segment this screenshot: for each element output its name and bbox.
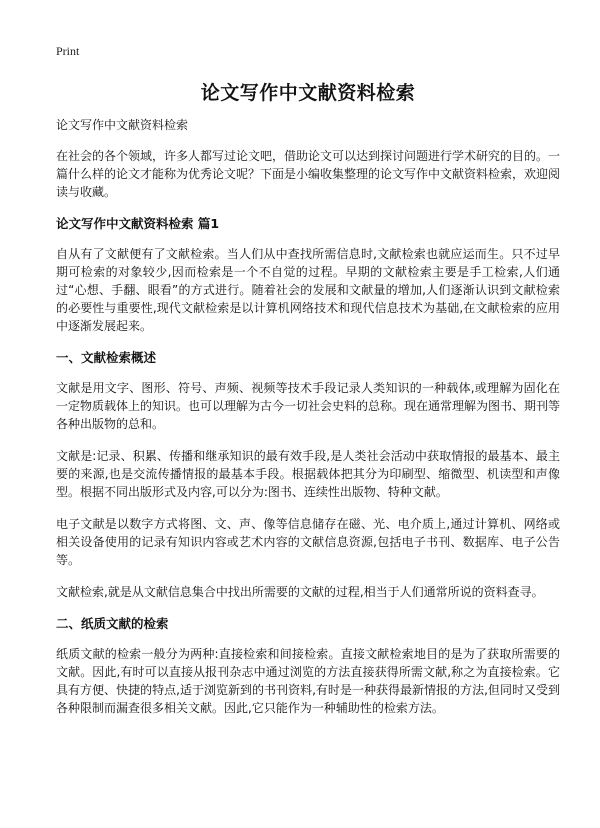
section-title: 论文写作中文献资料检索 篇1 xyxy=(56,216,220,231)
body-paragraph: 文献是用文字、图形、符号、声频、视频等技术手段记录人类知识的一种载体,或理解为固化在一定物质载体上的知识。也可以理解为古今一切社会史料的总称。现在通常理解为图书、期刊等各种出版物的总和。 xyxy=(56,381,561,431)
body-paragraph: 文献是:记录、积累、传播和继承知识的最有效手段,是人类社会活动中获取情报的最基本、最主要的来源,也是交流传播情报的最基本手段。根据载体把其分为印刷型、缩微型、机读型和声像型。根据不同出版形式及内容,可以分为:图书、连续性出版物、特种文献。 xyxy=(56,449,560,499)
body-paragraph: 电子文献是以数字方式将图、文、声、像等信息储存在磁、光、电介质上,通过计算机、网络或相关设备使用的记录有知识内容或艺术内容的文献信息资源,包括电子书刊、数据库、电子公告等。 xyxy=(56,517,560,567)
body-paragraph: 纸质文献的检索一般分为两种:直接检索和间接检索。直接文献检索地目的是为了获取所需要的文献。因此,有时可以直接从报刊杂志中通过浏览的方法直接获得所需文献,称之为直接检索。它具有方便、快捷的特点,适于浏览新到的书刊资料,有时是一种获得最新情报的方法,但同时又受到各种限制而漏查很多相关文献。因此,它只能作为一种辅助性的检索方法。 xyxy=(56,647,560,715)
document-subtitle: 论文写作中文献资料检索 xyxy=(56,118,189,132)
section-heading-paper-retrieval: 二、纸质文献的检索 xyxy=(56,616,169,631)
intro-paragraph: 在社会的各个领域，许多人都写过论文吧，借助论文可以达到探讨问题进行学术研究的目的。一篇什么样的论文才能称为优秀论文呢？下面是小编收集整理的论文写作中文献资料检索，欢迎阅读与收藏。 xyxy=(56,149,561,199)
section-heading-overview: 一、文献检索概述 xyxy=(56,350,157,365)
body-paragraph: 文献检索,就是从文献信息集合中找出所需要的文献的过程,相当于人们通常所说的资料查寻。 xyxy=(56,585,544,599)
body-paragraph: 自从有了文献便有了文献检索。当人们从中查找所需信息时,文献检索也就应运而生。只不过早期可检索的对象较少,因而检索是一个不自觉的过程。早期的文献检索主要是手工检索,人们通过“心想、手翻、眼看”的方式进行。随着社会的发展和文献量的增加,人们逐渐认识到文献检索的必要性与重要性,现代文献检索是以计算机网络技术和现代信息技术为基础,在文献检索的应用中逐渐发展起来。 xyxy=(56,247,560,333)
page-title: 论文写作中文献资料检索 xyxy=(200,82,416,104)
print-link[interactable]: Print xyxy=(56,44,80,58)
